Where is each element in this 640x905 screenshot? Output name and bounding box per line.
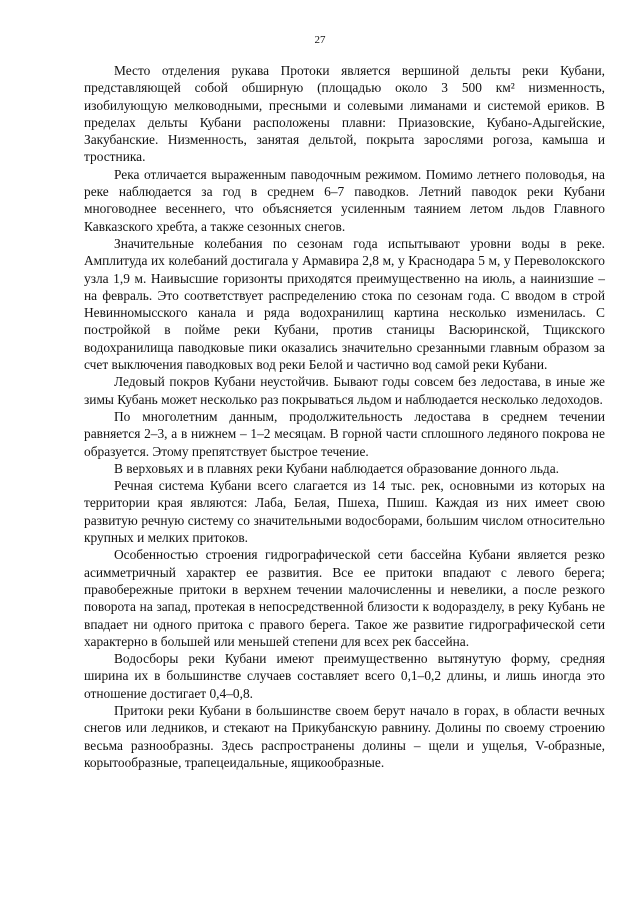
- paragraph-river-system: Речная система Кубани всего слагается из 14 тыс. рек, основными из которых на территории края являются: Лаба, Белая, Пшеха, Пшиш. Каждая из них имеет свою развитую речную систему со значительными водосборами, большим числом относительно крупных и мелких притоков.: [84, 478, 605, 546]
- paragraph-water-levels: Значительные колебания по сезонам года испытывают уровни воды в реке. Амплитуда их колебаний достигала у Армавира 2,8 м, у Краснодара 5 м, у Переволокского узла 1,9 м. Наивысшие горизонты приходятся преимущественно на июль, а наинизшие – на февраль. Это соответствует распределению стока по сезонам года. С вводом в строй Невинномысского канала и ряда водохранилищ картина несколько изменилась. С постройкой в пойме реки Кубани, против станицы Васюринской, Тщикского водохранилища паводковые пики оказались значительно срезанными главным образом за счет выключения паводковых вод реки Белой и частично вод самой реки Кубани.: [84, 235, 605, 373]
- paragraph-flood-regime: Река отличается выраженным паводочным режимом. Помимо летнего половодья, на реке наблюдается за год в среднем 6–7 паводков. Летний паводок реки Кубани многоводнее весеннего, что объясняется усиленным таянием летом льдов Главного Кавказского хребта, а также сезонных снегов.: [84, 166, 605, 234]
- page-text: [84, 62, 605, 771]
- paragraph-ice-cover: Ледовый покров Кубани неустойчив. Бывают годы совсем без ледостава, в иные же зимы Кубань может несколько раз покрываться льдом и наблюдается несколько ледоходов.: [84, 374, 605, 407]
- paragraph-tributaries: Притоки реки Кубани в большинстве своем берут начало в горах, в области вечных снегов или ледников, и стекают на Прикубанскую равнину. Долины по своему строению весьма разнообразны. Здесь распространены долины – щели и ущелья, V-образные, корытообразные, трапецеидальные, ящикообразные.: [84, 702, 605, 770]
- paragraph-catchments: Водосборы реки Кубани имеют преимущественно вытянутую форму, средняя ширина их в большинстве случаев составляет всего 0,1–0,2 длины, и лишь иногда это отношение достигает 0,4–0,8.: [84, 651, 605, 701]
- paragraph-bottom-ice: В верховьях и в плавнях реки Кубани наблюдается образование донного льда.: [114, 460, 560, 476]
- paragraph-asymmetry: Особенностью строения гидрографической сети бассейна Кубани является резко асимметричный характер ее развития. Все ее притоки впадают с левого берега; правобережные притоки в верхнем течении малочисленны и невелики, а после резкого поворота на запад, протекая в непосредственной близости к водоразделу, в реку Кубань не впадает ни одного притока с правого берега. Такое же развитие гидрографической сети характерно в большей или меньшей степени для всех рек бассейна.: [84, 547, 605, 649]
- page-number: 27: [314, 34, 326, 46]
- paragraph-ice-duration: По многолетним данным, продолжительность ледостава в среднем течении равняется 2–3, а в нижнем – 1–2 месяцам. В горной части сплошного ледяного покрова не образуется. Этому препятствует быстрое течение.: [84, 408, 605, 459]
- paragraph-delta: Место отделения рукава Протоки является вершиной дельты реки Кубани, представляющей собой обширную (площадью около 3 500 км² низменность, изобилующую мелководными, пресными и солевыми лиманами и системой ериков. В пределах дельты Кубани расположены плавни: Приазовские, Кубано-Адыгейские, Закубанские. Низменность, занятая дельтой, покрыта зарослями рогоза, камыша и тростника.: [84, 63, 605, 165]
